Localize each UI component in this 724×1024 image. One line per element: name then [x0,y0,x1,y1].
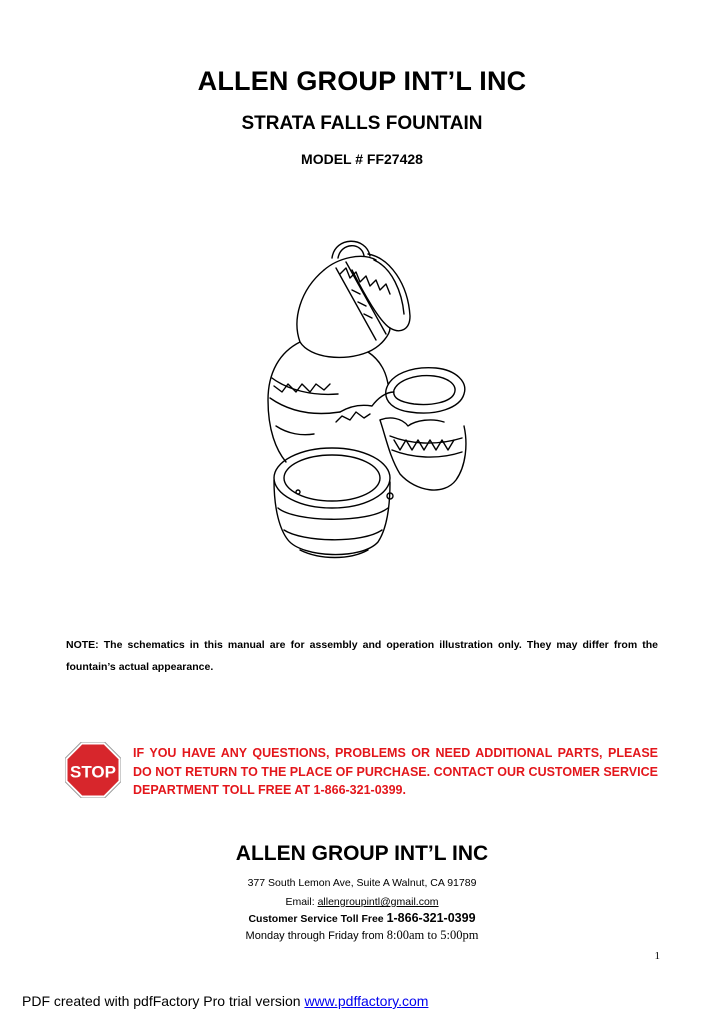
page-number: 1 [654,950,660,962]
stop-sign-label: STOP [70,762,116,782]
customer-service-warning: IF YOU HAVE ANY QUESTIONS, PROBLEMS OR NEED ADDITIONAL PARTS, PLEASE DO NOT RETURN TO THE PLACE OF PURCHASE. CONTACT OUR CUSTOMER SERVICE DEPARTMENT TOLL FREE AT 1-866-321-0399. [133,746,658,797]
document-title: ALLEN GROUP INT’L INC [197,66,527,96]
stop-sign-icon [65,742,121,798]
model-number: MODEL # FF27428 [301,151,423,167]
pdffactory-link[interactable]: www.pdffactory.com [304,993,429,1009]
email-link[interactable]: allengroupintl@gmail.com [317,896,439,908]
email-label: Email: [285,896,318,908]
customer-service-line [0,911,724,925]
product-name: STRATA FALLS FOUNTAIN [241,113,483,134]
company-address: 377 South Lemon Ave, Suite A Walnut, CA 91789 [247,877,477,889]
fountain-line-drawing-icon [240,230,480,575]
contact-company-name: ALLEN GROUP INT’L INC [235,842,489,865]
schematic-note: NOTE: The schematics in this manual are for assembly and operation illustration only. They may differ from the fountain’s actual appearance. [66,639,658,673]
hours-label: Monday through Friday from [245,930,387,942]
email-line [0,896,724,908]
service-phone-number: 1-866-321-0399 [386,911,476,925]
pdf-creator-footer [22,993,428,1009]
business-hours [0,928,724,943]
service-label: Customer Service Toll Free [248,913,387,925]
pdf-footer-text: PDF created with pdfFactory Pro trial version [22,993,305,1009]
hours-time: 8:00am to 5:00pm [386,928,479,942]
